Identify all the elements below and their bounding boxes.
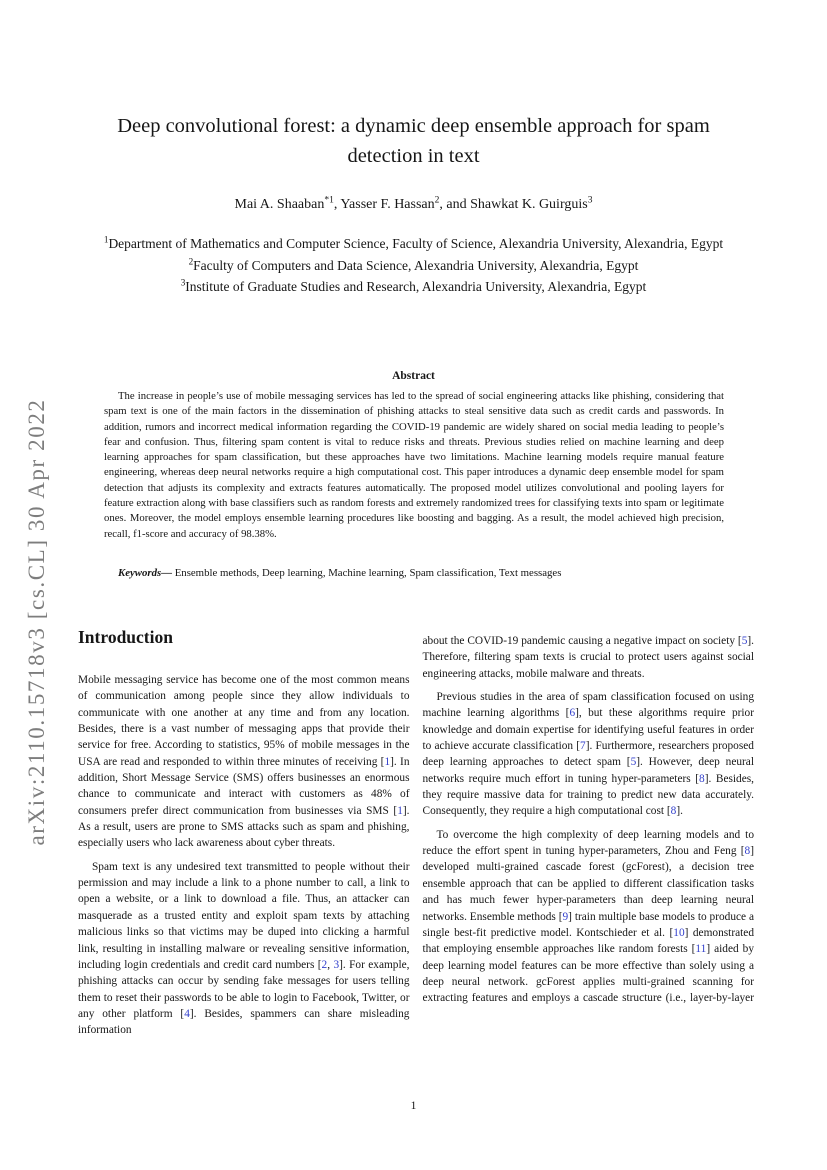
intro-paragraph-2: Spam text is any undesired text transmitted to people without their permission and may include a link to a phone number to call, a link to open a website, or a link to download a file. Thus, an attacker can masquerade as a trusted entity and exploit spam texts by attaching malicious links so that victims may be duped into clicking a harmful link, resulting in installing malware or revealing sensitive information, including login credentials and credit card numbers [2, 3]. For example, phishing attacks can occur by sending fake messages for users telling them to reset their passwords to be able to login to Facebook, Twitter, or any other platform [4]. Besides, spammers can share misleading information [78, 860, 410, 1037]
superscript-marker: 3 [587, 195, 593, 206]
superscript-marker: 3 [180, 277, 186, 288]
affiliation-3: $^3$Institute of Graduate Studies and Research, Alexandria University, Alexandria, Egypt [180, 277, 647, 294]
citation-link[interactable]: 2 [321, 958, 328, 971]
citation-link[interactable]: 9 [562, 910, 569, 923]
citation-link[interactable]: 3 [333, 958, 340, 971]
author-line: Mai A. Shaaban$^{*1}$, Yasser F. Hassan$^2$, and Shawkat K. Guirguis$^3$ [234, 195, 593, 212]
citation-link[interactable]: 1 [397, 804, 403, 817]
affiliation-2: $^2$Faculty of Computers and Data Science, Alexandria University, Alexandria, Egypt [188, 256, 639, 273]
abstract-heading: Abstract [392, 370, 435, 382]
section-heading-introduction: Introduction [78, 627, 173, 647]
citation-link[interactable]: 10 [673, 926, 685, 939]
paper-title: Deep convolutional forest: a dynamic deep ensemble approach for spam detection in text [117, 115, 710, 167]
left-column [78, 620, 410, 1039]
arxiv-watermark: arXiv:2110.15718v3 [cs.CL] 30 Apr 2022 [24, 398, 49, 846]
citation-link[interactable]: 11 [695, 943, 707, 956]
superscript-marker: 2 [434, 195, 440, 206]
intro-paragraph-3: about the COVID-19 pandemic causing a negative impact on society [5]. Therefore, filtering spam texts is crucial to protect users against social engineering attacks, mobile malware and threats. [422, 635, 754, 680]
superscript-marker: *1 [324, 195, 334, 206]
citation-link[interactable]: 5 [630, 756, 637, 769]
citation-link[interactable]: 8 [670, 805, 677, 818]
affiliations-block [83, 233, 745, 298]
two-column-body [78, 620, 754, 1039]
citation-link[interactable]: 8 [744, 845, 751, 858]
affiliation-1: $^1$Department of Mathematics and Computer Science, Faculty of Science, Alexandria University, Alexandria, Egypt [103, 234, 724, 251]
citation-link[interactable]: 4 [184, 1007, 190, 1020]
abstract-text: The increase in people’s use of mobile messaging services has led to the spread of social engineering attacks like phishing, considering that spam text is one of the main factors in the dissemination of phishing attacks to steal sensitive data such as credit cards and passwords. In addition, rumors and incorrect medical information regarding the COVID-19 pandemic are widely shared on social media leading to people’s fear and confusion. Thus, filtering spam content is vital to reduce risks and threats. Previous studies relied on machine learning and deep learning approaches for spam classification, but these approaches have two limitations. Machine learning models require manual feature engineering, whereas deep neural networks require a high computational cost. This paper introduces a dynamic deep ensemble model for spam detection that adjusts its complexity and extracts features automatically. The proposed model utilizes convolutional and pooling layers for feature extraction along with base classifiers such as random forests and extremely randomized trees for classifying texts into spam or legitimate ones. Moreover, the model employs ensemble learning procedures like boosting and bagging. As a result, the model achieved high precision, recall, f1-score and accuracy of 98.38%. [104, 390, 724, 540]
citation-link[interactable]: 5 [741, 635, 748, 647]
keywords-line: Keywords— Ensemble methods, Deep learning, Machine learning, Spam classification, Text messages [118, 567, 562, 579]
superscript-marker: 2 [188, 256, 194, 266]
intro-paragraph-5: To overcome the high complexity of deep learning models and to reduce the effort spent in tuning hyper-parameters, Zhou and Feng [8] developed multi-grained cascade forest (gcForest), a decision tree ensemble approach that can be applied to different classification tasks and has much fewer hyper-parameters than deep learning neural networks. Ensemble methods [9] train multiple base models to produce a single best-fit predictive model. Kontschieder et al. [10] demonstrated that employing ensemble approaches like random forests [11] aided by deep learning model features can be more effective than solely using a deep neural network. gcForest applies multi-grained scanning for extracting features and employs a cascade structure (i.e., layer-by-layer [422, 828, 755, 1005]
right-column [423, 620, 755, 1039]
intro-paragraph-1: Mobile messaging service has become one of the most common means of communication among people since they allow individuals to communicate with one another at any time and from any location. Besides, there is a vast number of messaging apps that provide their service for free. According to statistics, 95% of mobile messages in the USA are read and responded to within three minutes of receiving [1]. In addition, Short Message Service (SMS) offers businesses an enormous chance to communicate and interact with customers as 48% of consumers prefer direct communication from businesses via SMS [1]. As a result, users are prone to SMS attacks such as spam and phishing, especially users who lack awareness about cyber threats. [78, 674, 410, 850]
keywords-label: Keywords— [118, 567, 172, 579]
citation-link[interactable]: 1 [384, 755, 391, 768]
page-number: 1 [410, 1100, 417, 1112]
citation-link[interactable]: 7 [580, 740, 586, 753]
citation-link[interactable]: 6 [569, 707, 576, 720]
superscript-marker: 1 [103, 234, 109, 245]
citation-link[interactable]: 8 [699, 772, 705, 785]
intro-paragraph-4: Previous studies in the area of spam classification focused on using machine learning algorithms [6], but these algorithms require prior knowledge and domain expertise for identifying useful features in order to achieve accurate classification [7]. Furthermore, researchers proposed deep learning approaches to detect spam [5]. However, deep neural networks require much effort in tuning hyper-parameters [8]. Besides, they require massive data for training to predict new data accurately. Consequently, they require a high computational cost [8]. [422, 691, 754, 818]
